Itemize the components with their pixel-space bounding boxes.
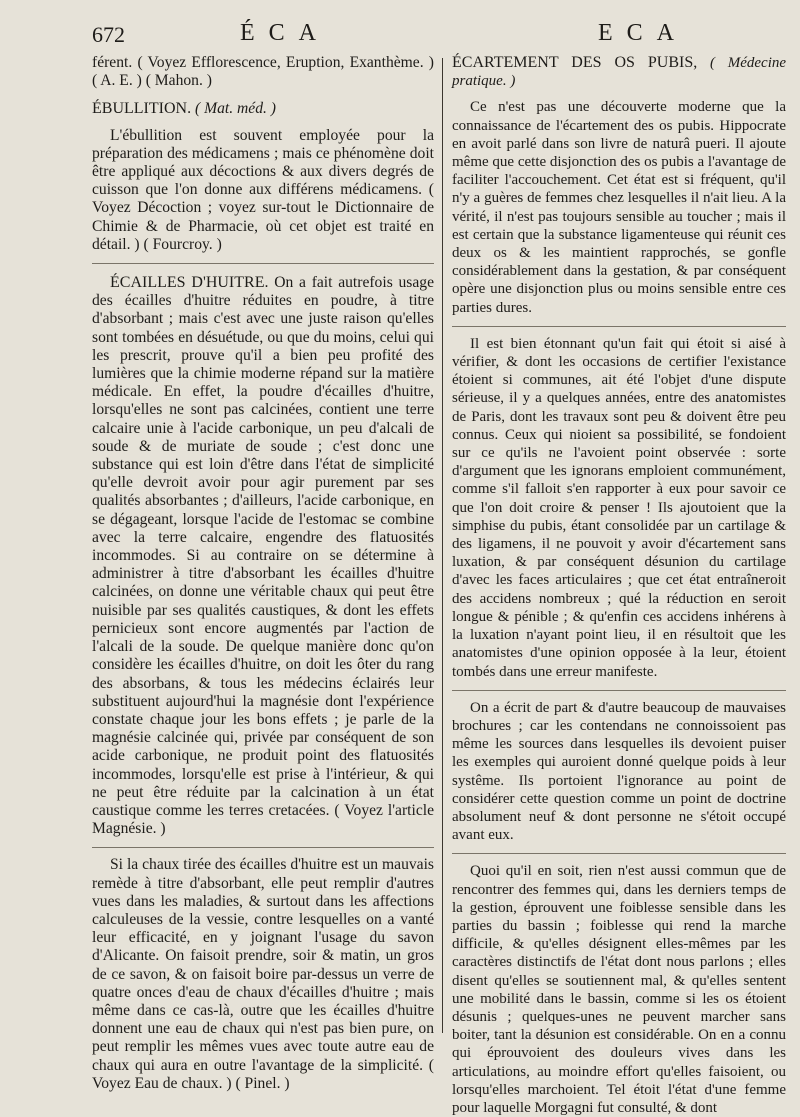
entry-paragraph: On a écrit de part & d'autre beaucoup de mauvaises brochures ; car les contendans ne connoissoient pas même les sources dans lesquelles ils devoient puiser les exemples qui auroient donné quelque poids à leur systême. Ils portoient l'ignorance au point de considérer cette question comme un point de doctrine absolument neuf & dont personne ne s'étoit occupé avant eux. xyxy=(452,699,786,844)
continued-text: férent. ( Voyez Efflorescence, Eruption, Exanthème. ) ( A. E. ) ( Mahon. ) xyxy=(92,54,434,90)
headword: ÉBULLITION. xyxy=(92,100,192,118)
entry-paragraph xyxy=(92,274,434,838)
subject-label: ( Mat. méd. ) xyxy=(195,100,276,118)
entry-paragraph: Si la chaux tirée des écailles d'huitre est un mauvais remède à titre d'absorbant, elle peut remplir d'autres vues dans les maladies, & surtout dans les affections calculeuses de la vessie, contre lesquelles on a vanté leur efficacité, en y joignant l'usage du savon d'Alicante. On faisoit prendre, soir & matin, un gros de ce savon, & on faisoit boire par-dessus un verre de quatre onces d'eau de chaux d'écailles d'huitre ; mais même dans ce cas-là, outre que les écailles d'huitre donnent une eau de chaux qui n'est pas bien pure, on peut remplir les mêmes vues avec toute autre eau de chaux qui aura en outre l'avantage de la simplicité. ( Voyez Eau de chaux. ) ( Pinel. ) xyxy=(92,856,434,1092)
entry-separator xyxy=(92,263,434,264)
headword: ÉCAILLES D'HUITRE. xyxy=(110,274,269,292)
subject-label: ( Médecine pratique. ) xyxy=(452,55,787,90)
entry-heading xyxy=(452,54,786,90)
left-column xyxy=(92,54,435,1092)
entry-text: L'ébullition est souvent employée pour la préparation des médicamens ; mais ce phénomène doit être appliqué aux décoctions & aux divers degrés de cuisson que l'on donne aux différens médicamens. ( Voyez Décoction ; voyez sur-tout le Dictionnaire de Chimie & de Pharmacie, où cet objet est traité en détail. ) ( Fourcroy. ) xyxy=(92,126,434,253)
entry-heading xyxy=(92,100,434,118)
headword: ÉCARTEMENT DES OS PUBIS, xyxy=(452,54,698,71)
page-number: 672 xyxy=(92,22,125,47)
entry-paragraph: Quoi qu'il en soit, rien n'est aussi commun que de rencontrer des femmes qui, dans les derniers temps de la gestion, éprouvent une foiblesse sensible dans les parties du bassin ; foiblesse qui rend la marche difficile, & qu'elles désignent elles-mêmes par les caractères distinctifs de l'état dont nous parlons ; elles disent qu'elles se soutiennent mal, & qu'elles sentent une mobilité dans le bassin, comme si les os étoient désunis ; quelques-unes ne peuvent marcher sans boiter, tant la désunion est considérable. On en a connu qui éprouvoient des douleurs vives dans les articulations, au moindre effort qu'elles faisoient, ou lorsqu'elles marchoient. Tel étoit l'état d'une femme pour laquelle Morgagni fut consulté, & dont xyxy=(452,863,786,1116)
entry-text: On a fait autrefois usage des écailles d'huitre réduites en poudre, à titre d'absorbant ; mais c'est avec une juste raison qu'elles sont tombées en désuétude, ou que du moins, celui qui les prescrit, prouve qu'il a bien peu profité des lumières que la chimie moderne répand sur la matière médicale. En effet, la poudre d'écailles d'huitre, lorsqu'elles ne sont pas calcinées, contient une terre calcaire unie à l'acide carbonique, un peu d'alcali de soude & de muriate de soude ; c'est donc une substance qui est loin d'être dans l'état de simplicité qu'elle devroit avoir pour agir purement par ses qualités absorbantes ; d'ailleurs, l'acide carbonique, en se dégageant, lorsque l'acide de l'estomac se combine avec la terre calcaire, engendre des flatuosités incommodes. Si au contraire on se détermine à administrer à titre d'absorbant les écailles d'huitre calcinées, on donne une véritable chaux qui peut être nuisible par ses qualités caustiques, & dont les effets pernicieux sont encore augmentés par l'action de l'alcali de la soude. De quelque manière donc qu'on considère les écailles d'huitre, on doit les ôter du rang des absorbans, & tous les médecins éclairés leur substituent aujourd'hui la magnésie dont l'expérience constate chaque jour les bons effets ; je parle de la magnésie calcinée qui, privée par conséquent de son acide carbonique, ne produit point des flatuosités incommodes, lorsqu'elle est prise à l'intérieur, & qui ne peut être réduite par la calcination à un état caustique comme les terres cretacées. ( Voyez l'article Magnésie. ) xyxy=(92,274,435,838)
running-header xyxy=(0,12,800,58)
running-head-right: ECA xyxy=(598,20,688,46)
entry-ebullition xyxy=(92,100,434,254)
entry-ecartement xyxy=(452,54,786,1117)
entry-paragraph: Ce n'est pas une découverte moderne que la connaissance de l'écartement des os pubis. Hippocrate en avoit parlé dans son livre de naturâ pueri. Il ajoute même que cette disjonction des os pubis a l'avantage de faciliter l'accouchement. Cet état est si fréquent, qu'il n'y a guères de femmes chez lesquelles il n'ait lieu. A la vérité, il n'est pas toujours sensible au toucher ; mais il est certain que la substance ligamenteuse qui réunit ces deux os & les maintient rapprochés, se gonfle considérablement dans la gestation, & par conséquent opère une disjonction plus ou moins sensible entre ces parties dures. xyxy=(452,99,786,316)
entry-ecailles xyxy=(92,274,434,1093)
paragraph-separator xyxy=(452,326,786,327)
running-head-left: ÉCA xyxy=(240,20,330,46)
right-column xyxy=(452,54,787,1116)
column-divider xyxy=(442,58,443,1033)
paragraph-separator xyxy=(452,853,786,854)
entry-paragraph: Il est bien étonnant qu'un fait qui étoit si aisé à vérifier, & dont les occasions de certifier l'existance étoient si communes, ait été l'objet d'une dispute sérieuse, il y a quelques années, entre des anatomistes de Paris, dont les travaux sont peu & doivent être peu connus. Ceux qui nioient sa possibilité, se fondoient sur ce qu'ils ne l'avoient point observée : sorte d'argument que les ignorans emploient communément, comme s'il falloit s'en rapporter à eux pour savoir ce que l'on doit croire & penser ! Ils ajoutoient que la simphise du pubis, étant consolidée par un cartilage & des ligamens, il ne pouvoit y avoir d'écartement sans luxation, & par conséquent désunion du cartilage d'avec les faces articulaires ; que cet état entraîneroit des accidens nombreux ; qué la réduction en seroit longue & pénible ; & qu'enfin ces accidens inhérens à la luxation n'ayant point lieu, il en résultoit que les anatomistes d'une opinion opposée à la leur, étoient tombés dans une erreur manifeste. xyxy=(452,335,786,680)
paragraph-separator xyxy=(92,847,434,848)
paragraph-separator xyxy=(452,690,786,691)
